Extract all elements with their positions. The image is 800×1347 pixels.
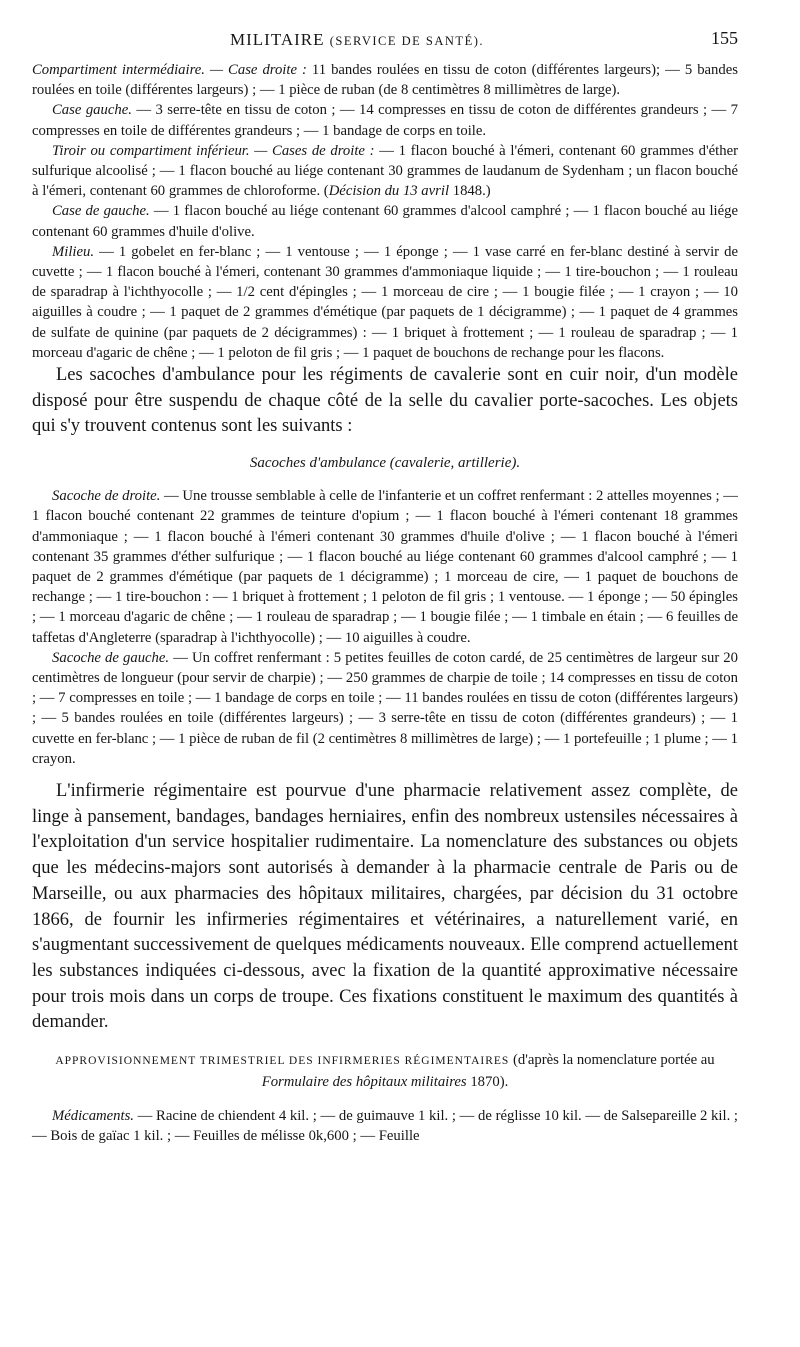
caption-smallcaps: APPROVISIONNEMENT TRIMESTRIEL DES INFIRMERIES RÉGIMENTAIRES: [55, 1055, 510, 1068]
label-sacoche-gauche: Sacoche de gauche.: [52, 649, 170, 666]
paragraph-case-de-gauche: [32, 201, 738, 241]
label-milieu: Milieu.: [52, 243, 95, 260]
decision-reference: Décision du 13 avril: [328, 183, 450, 200]
paragraph-infirmerie: L'infirmerie régimentaire est pourvue d'une pharmacie relativement assez complète, de linge à pansement, bandages, bandages herniaires, enfin des nombreux ustensiles nécessaires à l'exploitation d'un service hospitalier rudimentaire. La nomenclature des substances ou objets que les médecins-majors sont autorisés à demander à la pharmacie centrale de Paris ou de Marseille, ou aux pharmacies des hôpitaux militaires, chargées, par décision du 31 octobre 1866, de fournir les infirmeries régimentaires et vétérinaires, a naturellement varié, en s'augmentant successivement de quelques médicaments nouveaux. Elle comprend actuellement les substances indiquées ci-dessous, avec la fixation de la quantité approximative nécessaire pour trois mois dans un corps de troupe. Ces fixations constituent le maximum des quantités à demander.: [32, 781, 738, 1033]
text-compartiment-intermediaire: 11 bandes roulées en tissu de coton (différentes largeurs); — 5 bandes roulées en toile (différentes largeurs) ; — 1 pièce de ruban (de 8 centimètres 8 millimètres de large).: [32, 62, 738, 99]
paragraph-sacoches-intro: Les sacoches d'ambulance pour les régiments de cavalerie sont en cuir noir, d'un modèle disposé pour être suspendu de chaque côté de la selle du cavalier porte-sacoches. Les objets qui s'y trouvent contenus sont les suivants :: [32, 365, 738, 437]
text-tiroir: — 1 flacon bouché à l'émeri, contenant 60 grammes d'éther sulfurique alcoolisé ; — 1 flacon bouché au liége contenant 30 grammes de laudanum de Sydenham ; un flacon bouché à l'émeri, contenant 60 grammes de chloroforme. (: [32, 142, 738, 200]
label-medicaments: Médicaments.: [52, 1108, 134, 1125]
document-page: [32, 30, 738, 1146]
section-heading-sacoches: Sacoches d'ambulance (cavalerie, artillerie).: [249, 455, 521, 472]
header-title: [230, 30, 484, 50]
text-medicaments: — Racine de chiendent 4 kil. ; — de guimauve 1 kil. ; — de réglisse 10 kil. — de Salsepareille 2 kil. ; — Bois de gaïac 1 kil. ; — Feuilles de mélisse 0k,600 ; — Feuille: [32, 1108, 739, 1145]
running-header: [32, 30, 738, 60]
paragraph-medicaments: [32, 1106, 738, 1146]
text-sacoche-gauche: — Un coffret renfermant : 5 petites feuilles de coton cardé, de 25 centimètres de largeur sur 20 centimètres de longueur (pour servir de charpie) ; — 250 grammes de charpie de toile ; 14 compresses en tissu de coton ; — 7 compresses en toile ; — 1 bandage de corps en toile ; — 11 bandes roulées en tissu de coton (différentes largeurs) ; — 5 bandes roulées en toile (différentes largeurs) ; — 3 serre-tête en tissu de coton (différentes grandeurs) ; — 1 cuvette en fer-blanc ; — 1 pièce de ruban de fil (2 centimètres 8 millimètres de large) ; — 1 portefeuille ; 1 plume ; — 1 crayon.: [32, 649, 738, 767]
paragraph-sacoche-gauche: [32, 648, 738, 769]
caption-rest: (d'après la nomenclature portée au: [509, 1052, 715, 1069]
caption-formulaire: Formulaire des hôpitaux militaires: [261, 1073, 467, 1090]
text-case-de-gauche: — 1 flacon bouché au liége contenant 60 grammes d'alcool camphré ; — 1 flacon bouché au liége contenant 60 grammes d'huile d'olive.: [32, 203, 738, 240]
paragraph-tiroir: [32, 141, 738, 202]
table-caption: [32, 1050, 738, 1092]
label-tiroir: Tiroir ou compartiment inférieur. — Cases de droite :: [52, 142, 375, 159]
paragraph-case-gauche: [32, 100, 738, 140]
text-sacoche-droite: — Une trousse semblable à celle de l'infanterie et un coffret renfermant : 2 attelles moyennes ; — 1 flacon bouché contenant 22 grammes de teinture d'opium ; — 1 flacon bouché à l'émeri contenant 18 grammes d'ammoniaque ; — 1 flacon bouché à l'émeri contenant 30 grammes d'huile d'olive ; — 1 flacon bouché à l'émeri contenant 35 grammes d'éther sulfurique ; — 1 flacon bouché au liége contenant 60 grammes d'alcool camphré ; — 1 paquet de 2 grammes d'émétique (par paquets de 1 décigramme) ; 1 morceau de cire, — 1 paquet de bouchons de rechange ; — 1 tire-bouchon : — 1 briquet à frottement ; 1 peloton de fil gris ; 1 ventouse. — 1 éponge ; — 50 épingles ; — 1 morceau d'agaric de chêne ; — 1 rouleau de sparadrap ; — 1 bougie filée ; — 1 timbale en étain ; — 6 feuilles de taffetas d'Angleterre (sparadrap à l'ichthyocolle) ; — 10 aiguilles à coudre.: [32, 488, 738, 646]
label-compartiment-intermediaire: Compartiment intermédiaire. — Case droite :: [32, 62, 307, 78]
text-case-gauche: — 3 serre-tête en tissu de coton ; — 14 compresses en tissu de coton de différentes grandeurs ; — 7 compresses en toile de différentes grandeurs ; — 1 bandage de corps en toile.: [32, 102, 738, 139]
text-milieu: — 1 gobelet en fer-blanc ; — 1 ventouse ; — 1 éponge ; — 1 vase carré en fer-blanc destiné à servir de cuvette ; — 1 flacon bouché à l'émeri, contenant 30 grammes d'ammoniaque liquide ; — 1 tire-bouchon ; — 1 rouleau de sparadrap à l'ichthyocolle ; — 1/2 cent d'épingles ; — 1 morceau de cire ; — 1 bougie filée ; — 1 crayon ; — 10 aiguilles à coudre ; — 1 paquet de 2 grammes d'émétique (par paquets de 1 décigramme) ; — 1 paquet de 4 grammes de sulfate de quinine (par paquets de 2 décigrammes) : — 1 briquet à frottement ; — 1 rouleau de sparadrap ; — 1 morceau d'agaric de chêne ; — 1 peloton de fil gris ; — 1 paquet de bouchons de rechange pour les flacons.: [32, 243, 738, 361]
paragraph-sacoche-droite: [32, 486, 738, 648]
caption-year: 1870).: [466, 1073, 509, 1090]
paragraph-compartiment-intermediaire: [32, 60, 738, 100]
label-sacoche-droite: Sacoche de droite.: [52, 488, 161, 505]
label-case-gauche: Case gauche.: [52, 102, 132, 119]
decision-year: 1848.): [449, 183, 491, 200]
label-case-de-gauche: Case de gauche.: [52, 203, 150, 220]
paragraph-milieu: [32, 242, 738, 363]
header-title-main: MILITAIRE: [230, 30, 325, 49]
page-number: 155: [711, 28, 738, 48]
header-title-sub: (SERVICE DE SANTÉ).: [329, 34, 484, 48]
